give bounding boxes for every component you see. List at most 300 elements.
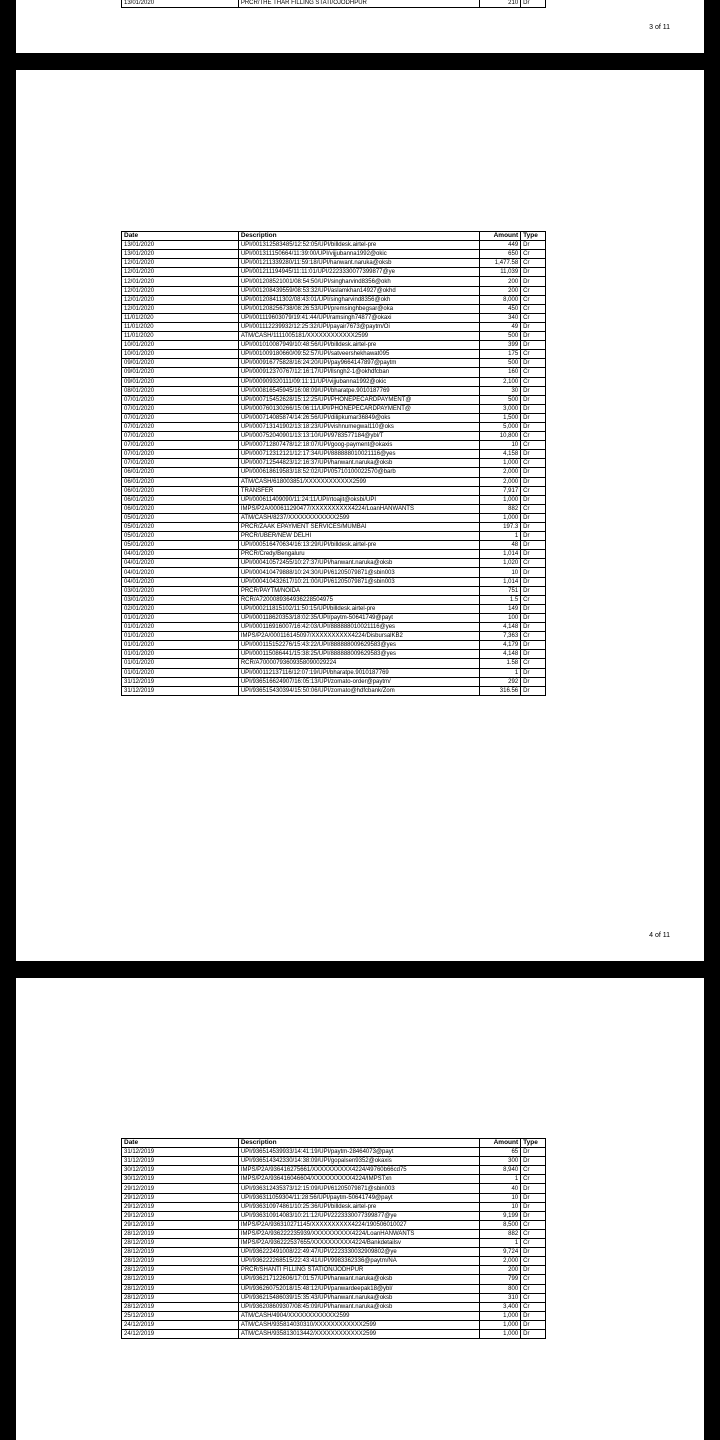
amount-cell: 800 [479, 1284, 520, 1293]
table-row [122, 304, 546, 313]
statement-page-3 [16, 0, 704, 53]
description-cell: UPI/000115086441/15:38:25/UPI/888888009629583@yes [238, 650, 479, 659]
type-cell: Dr [521, 586, 546, 595]
table-header-row [122, 1139, 546, 1148]
type-cell: Cr [521, 1275, 546, 1284]
amount-cell: 5,000 [479, 422, 520, 431]
date-cell: 29/12/2019 [122, 1184, 239, 1193]
description-cell: UPI/001009180660/09:52:57/UPI/satveershekhawat095 [238, 350, 479, 359]
type-cell: Dr [521, 532, 546, 541]
transactions-table [121, 0, 546, 8]
date-cell: 31/12/2019 [122, 1148, 239, 1157]
description-cell: UPI/000912370767/12:16:17/UPI/llsngh2-1@okhdfcban [238, 368, 479, 377]
type-cell: Dr [521, 1311, 546, 1320]
description-cell: UPI/936222268515/22:43:41/UPI/9983362336@paytm/NA [238, 1257, 479, 1266]
description-cell: UPI/000713141902/13:18:23/UPI/vishnumegwal110@oks [238, 422, 479, 431]
amount-cell: 500 [479, 395, 520, 404]
table-row [122, 0, 546, 8]
description-cell: PRCR/Credy/Bengaluru [238, 550, 479, 559]
table-row [122, 477, 546, 486]
table-row [122, 322, 546, 331]
table-row [122, 404, 546, 413]
description-cell: UPI/001119603079/19:41:44/UPI/ramsingh74877@okaxi [238, 313, 479, 322]
date-cell: 10/01/2020 [122, 350, 239, 359]
type-cell: Cr [521, 1220, 546, 1229]
amount-cell: 450 [479, 304, 520, 313]
description-cell: IMPS/P2A/936416046604/XXXXXXXXXX4224/IMPSTxn [238, 1175, 479, 1184]
date-cell: 01/01/2020 [122, 623, 239, 632]
date-cell: 09/01/2020 [122, 368, 239, 377]
type-cell: Cr [521, 250, 546, 259]
description-cell: UPI/000714085874/14:26:56/UPI/dilipkumar36849@oks [238, 413, 479, 422]
type-cell: Cr [521, 559, 546, 568]
amount-cell: 9,199 [479, 1211, 520, 1220]
description-cell: UPI/001010087949/10:48:56/UPI/billdesk.airtel-pre [238, 341, 479, 350]
description-cell: UPI/000410572455/10:27:37/UPI/hanwant.naruka@oksb [238, 559, 479, 568]
table-row [122, 341, 546, 350]
date-cell: 07/01/2020 [122, 422, 239, 431]
date-cell: 11/01/2020 [122, 332, 239, 341]
type-cell: Dr [521, 241, 546, 250]
date-cell: 07/01/2020 [122, 395, 239, 404]
table-row [122, 486, 546, 495]
amount-cell: 197.3 [479, 523, 520, 532]
table-row [122, 613, 546, 622]
page-number: 4 of 11 [649, 932, 670, 939]
type-cell: Dr [521, 668, 546, 677]
description-cell: UPI/000618619583/18:52:02/UPI/05710100022570@barb [238, 468, 479, 477]
date-cell: 10/01/2020 [122, 341, 239, 350]
date-cell: 12/01/2020 [122, 286, 239, 295]
table-row [122, 668, 546, 677]
type-cell: Dr [521, 0, 546, 8]
amount-cell: 500 [479, 332, 520, 341]
type-cell: Cr [521, 1229, 546, 1238]
date-cell: 12/01/2020 [122, 259, 239, 268]
table-row [122, 359, 546, 368]
description-cell: UPI/001112239932/12:25:32/UPI/payair7673@paytm/Oi [238, 322, 479, 331]
table-row [122, 432, 546, 441]
amount-cell: 4,158 [479, 450, 520, 459]
date-cell: 07/01/2020 [122, 432, 239, 441]
type-cell: Dr [521, 686, 546, 695]
description-cell: PRCR/ZAAK EPAYMENT SERVICES/MUMBAI [238, 523, 479, 532]
amount-cell: 2,100 [479, 377, 520, 386]
amount-cell: 160 [479, 368, 520, 377]
date-cell: 01/01/2020 [122, 632, 239, 641]
type-cell: Dr [521, 650, 546, 659]
amount-cell: 1.5 [479, 595, 520, 604]
amount-cell: 1,014 [479, 577, 520, 586]
type-cell: Cr [521, 350, 546, 359]
table-row [122, 604, 546, 613]
column-header-type: Type [521, 1139, 546, 1148]
date-cell: 29/12/2019 [122, 1202, 239, 1211]
table-row [122, 268, 546, 277]
type-cell: Dr [521, 513, 546, 522]
table-row [122, 641, 546, 650]
table-row [122, 1248, 546, 1257]
description-cell: UPI/936515430394/15:50:06/UPI/zomato@hdfcbank/Zom [238, 686, 479, 695]
description-cell: UPI/000712544823/12:16:37/UPI/hanwant.naruka@oksb [238, 459, 479, 468]
amount-cell: 1 [479, 532, 520, 541]
date-cell: 28/12/2019 [122, 1275, 239, 1284]
description-cell: UPI/000916775828/16:24:20/UPI/pay9664147897@paytm [238, 359, 479, 368]
type-cell: Dr [521, 450, 546, 459]
table-row [122, 441, 546, 450]
amount-cell: 799 [479, 1275, 520, 1284]
date-cell: 28/12/2019 [122, 1293, 239, 1302]
description-cell: UPI/001208256738/08:26:53/UPI/premsinghbegsar@oka [238, 304, 479, 313]
date-cell: 08/01/2020 [122, 386, 239, 395]
column-header-amount: Amount [479, 1139, 520, 1148]
description-cell: UPI/936217122606/17:01:57/UPI/hanwant.naruka@oksb [238, 1275, 479, 1284]
table-row [122, 1320, 546, 1329]
amount-cell: 175 [479, 350, 520, 359]
date-cell: 29/12/2019 [122, 1193, 239, 1202]
table-body [122, 1148, 546, 1339]
date-cell: 13/01/2020 [122, 241, 239, 250]
date-cell: 06/01/2020 [122, 504, 239, 513]
type-cell: Dr [521, 468, 546, 477]
type-cell: Dr [521, 677, 546, 686]
description-cell: TRANSFER [238, 486, 479, 495]
type-cell: Dr [521, 568, 546, 577]
type-cell: Cr [521, 659, 546, 668]
type-cell: Dr [521, 1320, 546, 1329]
amount-cell: 650 [479, 250, 520, 259]
table-row [122, 1202, 546, 1211]
type-cell: Cr [521, 1302, 546, 1311]
table-row [122, 1239, 546, 1248]
table-header-row [122, 232, 546, 241]
type-cell: Dr [521, 641, 546, 650]
type-cell: Cr [521, 286, 546, 295]
column-header-description: Description [238, 1139, 479, 1148]
description-cell: UPI/001311150664/11:39:00/UPI/vijjubanna1992@okic [238, 250, 479, 259]
table-row [122, 277, 546, 286]
amount-cell: 751 [479, 586, 520, 595]
description-cell: UPI/000410432617/10:21:00/UPI/61205079871@sbin003 [238, 577, 479, 586]
description-cell: UPI/000760130266/15:06:11/UPI/PHONEPECARDPAYMENT@ [238, 404, 479, 413]
date-cell: 06/01/2020 [122, 495, 239, 504]
description-cell: UPI/936208609307/08:45:09/UPI/hanwant.naruka@oksb [238, 1302, 479, 1311]
table-row [122, 459, 546, 468]
column-header-date: Date [122, 232, 239, 241]
type-cell: Cr [521, 295, 546, 304]
date-cell: 04/01/2020 [122, 577, 239, 586]
date-cell: 03/01/2020 [122, 586, 239, 595]
amount-cell: 1,477.58 [479, 259, 520, 268]
date-cell: 05/01/2020 [122, 532, 239, 541]
description-cell: UPI/936311059304/11:28:56/UPI/paytm-50641749@payt [238, 1193, 479, 1202]
table-row [122, 1302, 546, 1311]
date-cell: 07/01/2020 [122, 441, 239, 450]
amount-cell: 8,000 [479, 295, 520, 304]
table-row [122, 550, 546, 559]
table-row [122, 259, 546, 268]
date-cell: 02/01/2020 [122, 604, 239, 613]
description-cell: IMPS/P2A/000611290477/XXXXXXXXXX4224/LoanHANWANTS [238, 504, 479, 513]
description-cell: UPI/936215486039/15:35:43/UPI/hanwant.naruka@oksb [238, 1293, 479, 1302]
table-row [122, 1211, 546, 1220]
date-cell: 30/12/2019 [122, 1175, 239, 1184]
description-cell: RCR/A720008936493622850497​5 [238, 595, 479, 604]
amount-cell: 9,724 [479, 1248, 520, 1257]
description-cell: IMPS/P2A/936310271145/XXXXXXXXXX4224/190506010027 [238, 1220, 479, 1229]
table-row [122, 313, 546, 322]
date-cell: 12/01/2020 [122, 268, 239, 277]
type-cell: Cr [521, 595, 546, 604]
table-row [122, 577, 546, 586]
table-row [122, 677, 546, 686]
description-cell: ATM/CASH/935813013442/XXXXXXXXXXXX2599 [238, 1329, 479, 1338]
amount-cell: 882 [479, 504, 520, 513]
transactions-table [121, 231, 546, 696]
date-cell: 12/01/2020 [122, 295, 239, 304]
amount-cell: 399 [479, 341, 520, 350]
date-cell: 28/12/2019 [122, 1266, 239, 1275]
type-cell: Cr [521, 1257, 546, 1266]
type-cell: Dr [521, 550, 546, 559]
type-cell: Dr [521, 1266, 546, 1275]
type-cell: Dr [521, 1202, 546, 1211]
type-cell: Dr [521, 386, 546, 395]
description-cell: UPI/000712312121/12:17:34/UPI/888888010021116@yes [238, 450, 479, 459]
table-row [122, 368, 546, 377]
column-header-amount: Amount [479, 232, 520, 241]
amount-cell: 3,000 [479, 404, 520, 413]
amount-cell: 7,363 [479, 632, 520, 641]
table-row [122, 1193, 546, 1202]
date-cell: 29/12/2019 [122, 1211, 239, 1220]
type-cell: Dr [521, 604, 546, 613]
table-row [122, 413, 546, 422]
amount-cell: 10 [479, 568, 520, 577]
type-cell: Cr [521, 1239, 546, 1248]
description-cell: UPI/936312435373/12:15:09/UPI/61205079871@sbin003 [238, 1184, 479, 1193]
type-cell: Dr [521, 1184, 546, 1193]
table-row [122, 504, 546, 513]
description-cell: UPI/000712807478/12:18:07/UPI/goog-payment@okaxis [238, 441, 479, 450]
amount-cell: 10 [479, 1193, 520, 1202]
type-cell: Cr [521, 368, 546, 377]
amount-cell: 210 [479, 0, 520, 8]
date-cell: 11/01/2020 [122, 313, 239, 322]
amount-cell: 292 [479, 677, 520, 686]
date-cell: 07/01/2020 [122, 459, 239, 468]
description-cell: UPI/001312583485/12:52:05/UPI/billdesk.airtel-pre [238, 241, 479, 250]
type-cell: Dr [521, 332, 546, 341]
table-row [122, 532, 546, 541]
type-cell: Dr [521, 359, 546, 368]
date-cell: 12/01/2020 [122, 304, 239, 313]
description-cell: IMPS/P2A/000116145097/XXXXXXXXXX4224/DisbursalKB2 [238, 632, 479, 641]
amount-cell: 340 [479, 313, 520, 322]
amount-cell: 1,000 [479, 495, 520, 504]
description-cell: UPI/936310974861/10:25:36/UPI/billdesk.airtel-pre [238, 1202, 479, 1211]
type-cell: Cr [521, 504, 546, 513]
table-row [122, 1148, 546, 1157]
table-row [122, 1311, 546, 1320]
type-cell: Cr [521, 313, 546, 322]
date-cell: 31/12/2019 [122, 677, 239, 686]
amount-cell: 449 [479, 241, 520, 250]
date-cell: 31/12/2019 [122, 1157, 239, 1166]
amount-cell: 1.58 [479, 659, 520, 668]
type-cell: Dr [521, 623, 546, 632]
amount-cell: 10,800 [479, 432, 520, 441]
type-cell: Dr [521, 341, 546, 350]
description-cell: PRCR/PAYTM/NOIDA [238, 586, 479, 595]
table-row [122, 241, 546, 250]
table-row [122, 377, 546, 386]
amount-cell: 65 [479, 1148, 520, 1157]
amount-cell: 1 [479, 1239, 520, 1248]
description-cell: UPI/936222491008/22:49:47/UPI/2223330032909802@ye [238, 1248, 479, 1257]
type-cell: Dr [521, 1193, 546, 1202]
description-cell: ATM/CASH/618003851/XXXXXXXXXXXX2599 [238, 477, 479, 486]
amount-cell: 4,148 [479, 623, 520, 632]
type-cell: Dr [521, 523, 546, 532]
amount-cell: 200 [479, 1266, 520, 1275]
table-row [122, 659, 546, 668]
description-cell: UPI/000715452628/15:12:25/UPI/PHONEPECARDPAYMENT@ [238, 395, 479, 404]
date-cell: 04/01/2020 [122, 568, 239, 577]
table-row [122, 513, 546, 522]
date-cell: 28/12/2019 [122, 1302, 239, 1311]
date-cell: 03/01/2020 [122, 595, 239, 604]
table-row [122, 332, 546, 341]
date-cell: 01/01/2020 [122, 641, 239, 650]
date-cell: 28/12/2019 [122, 1239, 239, 1248]
table-row [122, 559, 546, 568]
type-cell: Cr [521, 377, 546, 386]
table-row [122, 1293, 546, 1302]
date-cell: 31/12/2019 [122, 686, 239, 695]
table-row [122, 595, 546, 604]
description-cell: UPI/001211339280/11:59:18/UPI/hanwant.naruka@oksb [238, 259, 479, 268]
description-cell: UPI/936310914083/10:21:12/UPI/2223330077399877@ye [238, 1211, 479, 1220]
description-cell: IMPS/P2A/936222537655/XXXXXXXXXX4224/Bankdetailsv [238, 1239, 479, 1248]
table-row [122, 1184, 546, 1193]
type-cell: Dr [521, 477, 546, 486]
transactions-table [121, 1138, 546, 1339]
amount-cell: 882 [479, 1229, 520, 1238]
table-row [122, 468, 546, 477]
description-cell: PRCR/THE THAR FILLING STATI/OJODHPUR [238, 0, 479, 8]
amount-cell: 10 [479, 441, 520, 450]
table-row [122, 395, 546, 404]
description-cell: PRCR/UBER/NEW DELHI [238, 532, 479, 541]
amount-cell: 2,000 [479, 477, 520, 486]
amount-cell: 30 [479, 386, 520, 395]
date-cell: 29/12/2019 [122, 1220, 239, 1229]
type-cell: Dr [521, 1157, 546, 1166]
table-row [122, 1266, 546, 1275]
description-cell: UPI/936516624907/16:05:13/UPI/zomato-order@paytm/ [238, 677, 479, 686]
type-cell: Cr [521, 1284, 546, 1293]
date-cell: 05/01/2020 [122, 541, 239, 550]
amount-cell: 1,000 [479, 513, 520, 522]
table-row [122, 450, 546, 459]
date-cell: 06/01/2020 [122, 477, 239, 486]
amount-cell: 1,000 [479, 1329, 520, 1338]
description-cell: UPI/936514342330/14:38:09/UPI/gopalsen9352@okaxis [238, 1157, 479, 1166]
table-row [122, 386, 546, 395]
amount-cell: 1,020 [479, 559, 520, 568]
amount-cell: 2,000 [479, 468, 520, 477]
amount-cell: 1,014 [479, 550, 520, 559]
date-cell: 05/01/2020 [122, 513, 239, 522]
column-header-date: Date [122, 1139, 239, 1148]
table-row [122, 1175, 546, 1184]
date-cell: 28/12/2019 [122, 1229, 239, 1238]
table-row [122, 541, 546, 550]
type-cell: Dr [521, 1211, 546, 1220]
description-cell: UPI/000112137116/12:07:19/UPI/bharatpe.9010187769 [238, 668, 479, 677]
table-body [122, 241, 546, 696]
table-row [122, 568, 546, 577]
description-cell: UPI/000909320111/09:11:11/UPI/vijjubanna1992@okic [238, 377, 479, 386]
type-cell: Dr [521, 322, 546, 331]
type-cell: Dr [521, 1148, 546, 1157]
type-cell: Cr [521, 1175, 546, 1184]
amount-cell: 4,148 [479, 650, 520, 659]
description-cell: UPI/000816545945/16:08:09/UPI/bharatpe.9010187769 [238, 386, 479, 395]
amount-cell: 500 [479, 359, 520, 368]
amount-cell: 49 [479, 322, 520, 331]
table-row [122, 623, 546, 632]
description-cell: UPI/000611409090/11:24:11/UPI/rtoajit@oksbi/UPI [238, 495, 479, 504]
table-row [122, 495, 546, 504]
date-cell: 28/12/2019 [122, 1284, 239, 1293]
type-cell: Dr [521, 277, 546, 286]
type-cell: Cr [521, 459, 546, 468]
amount-cell: 1,500 [479, 413, 520, 422]
amount-cell: 200 [479, 286, 520, 295]
type-cell: Cr [521, 432, 546, 441]
date-cell: 06/01/2020 [122, 486, 239, 495]
description-cell: UPI/936514539933/14:41:19/UPI/paytm-28464073@payt [238, 1148, 479, 1157]
amount-cell: 1,000 [479, 1311, 520, 1320]
date-cell: 24/12/2019 [122, 1329, 239, 1338]
date-cell: 07/01/2020 [122, 450, 239, 459]
date-cell: 13/01/2020 [122, 250, 239, 259]
type-cell: Dr [521, 413, 546, 422]
table-row [122, 686, 546, 695]
amount-cell: 300 [479, 1157, 520, 1166]
table-row [122, 1257, 546, 1266]
date-cell: 06/01/2020 [122, 468, 239, 477]
description-cell: UPI/000115152276/15:43:22/UPI/888888009629583@yes [238, 641, 479, 650]
date-cell: 30/12/2019 [122, 1166, 239, 1175]
description-cell: UPI/001208411302/08:43:01/UPI/singharvind8356@okh [238, 295, 479, 304]
description-cell: ATM/CASH/4904/XXXXXXXXXXXX2599 [238, 1311, 479, 1320]
type-cell: Cr [521, 259, 546, 268]
table-row [122, 422, 546, 431]
description-cell: ATM/CASH/935814030310/XXXXXXXXXXXX2599 [238, 1320, 479, 1329]
type-cell: Dr [521, 577, 546, 586]
description-cell: UPI/001208439559/08:53:32/UPI/aslamkhan14927@okhd [238, 286, 479, 295]
description-cell: ATM/CASH/1111005181/XXXXXXXXXXXX2599 [238, 332, 479, 341]
date-cell: 25/12/2019 [122, 1311, 239, 1320]
type-cell: Dr [521, 1248, 546, 1257]
type-cell: Cr [521, 632, 546, 641]
description-cell: UPI/000116916007/16:42:03/UPI/888888010021116@yes [238, 623, 479, 632]
amount-cell: 100 [479, 613, 520, 622]
date-cell: 05/01/2020 [122, 523, 239, 532]
